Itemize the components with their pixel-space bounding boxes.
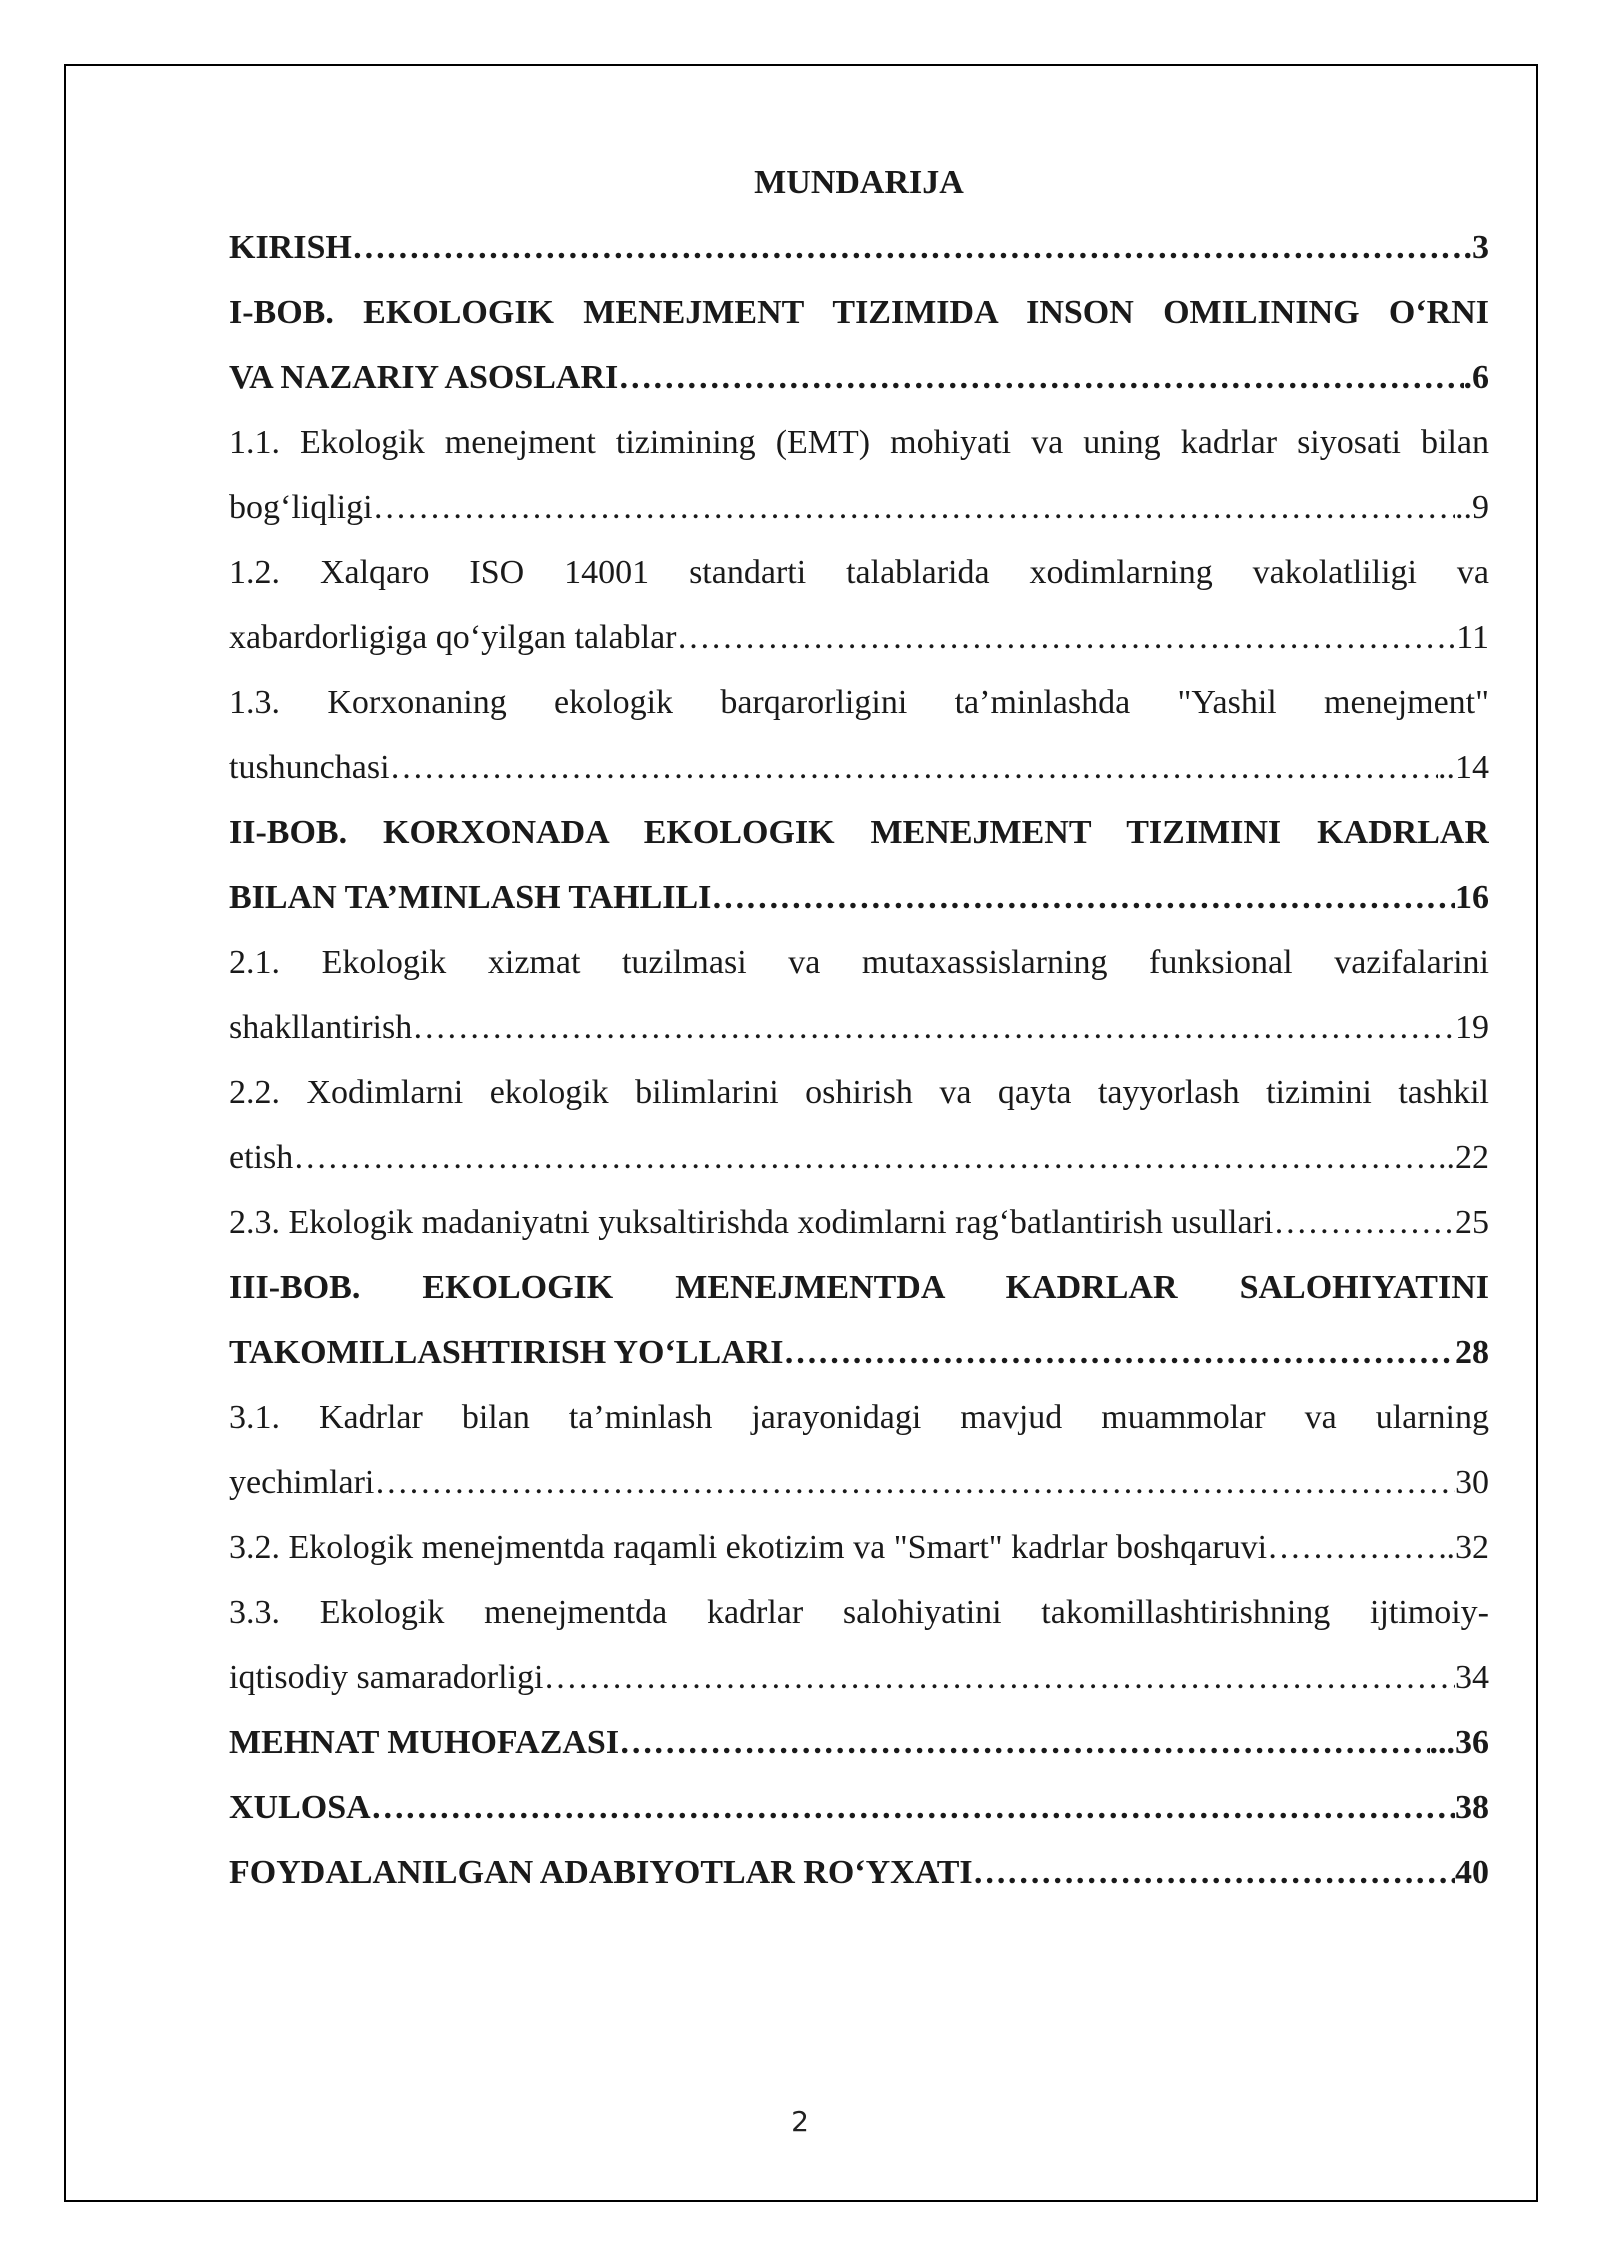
toc-page-number: .3 [1463, 229, 1489, 266]
toc-section-1-1[interactable] [229, 475, 1489, 540]
toc-entry-text: 3.2. Ekologik menejmentda raqamli ekotizim va "Smart" kadrlar boshqaruvi [229, 1529, 1268, 1566]
toc-page-number: ..22 [1438, 1139, 1489, 1176]
toc-section-2-2[interactable] [229, 1125, 1489, 1190]
toc-page-number: 40 [1455, 1854, 1489, 1891]
toc-page-number: ..14 [1438, 749, 1489, 786]
toc-chapter-1[interactable] [229, 345, 1489, 410]
toc-section-3-1[interactable] [229, 1450, 1489, 1515]
toc-page-number: ...36 [1429, 1724, 1489, 1761]
toc-entry-text: TAKOMILLASHTIRISH YO‘LLARI [229, 1334, 784, 1371]
toc-chapter-2-line1[interactable]: II-BOB. KORXONADA EKOLOGIK MENEJMENT TIZIMINI KADRLAR [229, 814, 1489, 851]
toc-entry-text: 2.3. Ekologik madaniyatni yuksaltirishda xodimlarni rag‘batlantirish usullari [229, 1204, 1274, 1241]
toc-leader-dots [371, 1775, 1455, 1840]
toc-chapter-1-line1[interactable]: I-BOB. EKOLOGIK MENEJMENT TIZIMIDA INSON OMILINING O‘RNI [229, 294, 1489, 331]
page-number: 2 [791, 2105, 809, 2138]
toc-entry-text: etish [229, 1139, 294, 1176]
toc-page-number: 28 [1455, 1334, 1489, 1371]
toc-entry-text: FOYDALANILGAN ADABIYOTLAR RO‘YXATI [229, 1854, 973, 1891]
toc-leader-dots [711, 865, 1455, 930]
toc-section-1-1-line1[interactable]: 1.1. Ekologik menejment tizimining (EMT) mohiyati va uning kadrlar siyosati bilan [229, 424, 1489, 461]
toc-section-3-1-line1[interactable]: 3.1. Kadrlar bilan ta’minlash jarayonidagi mavjud muammolar va ularning [229, 1399, 1489, 1436]
table-of-contents [229, 150, 1489, 1905]
toc-leader-dots [374, 1450, 1455, 1515]
toc-page-number: 30 [1455, 1464, 1489, 1501]
toc-entry-text: iqtisodiy samaradorligi [229, 1659, 544, 1696]
toc-leader-dots [1267, 1515, 1446, 1580]
toc-page-number: ..9 [1455, 489, 1489, 526]
toc-section-2-2-line1[interactable]: 2.2. Xodimlarni ekologik bilimlarini oshirish va qayta tayyorlash tizimini tashkil [229, 1074, 1489, 1111]
toc-title: MUNDARIJA [754, 164, 964, 201]
toc-section-3-2[interactable] [229, 1515, 1489, 1580]
toc-entry-text: KIRISH [229, 229, 352, 266]
toc-section-3-3[interactable] [229, 1645, 1489, 1710]
toc-entry-kirish[interactable] [229, 215, 1489, 280]
toc-chapter-3[interactable] [229, 1320, 1489, 1385]
toc-page-number: 34 [1455, 1659, 1489, 1696]
toc-leader-dots [619, 1710, 1429, 1775]
toc-page-number: .32 [1446, 1529, 1489, 1566]
toc-entry-text: bog‘liqligi [229, 489, 373, 526]
toc-leader-dots [390, 735, 1438, 800]
toc-page-number: 19 [1455, 1009, 1489, 1046]
toc-entry-text: yechimlari [229, 1464, 375, 1501]
toc-page-number: 16 [1455, 879, 1489, 916]
toc-leader-dots [973, 1840, 1455, 1905]
toc-entry-text: XULOSA [229, 1789, 371, 1826]
toc-chapter-2[interactable] [229, 865, 1489, 930]
toc-entry-text: MEHNAT MUHOFAZASI [229, 1724, 620, 1761]
toc-leader-dots [784, 1320, 1456, 1385]
toc-section-1-2-line1[interactable]: 1.2. Xalqaro ISO 14001 standarti talablarida xodimlarning vakolatliligi va [229, 554, 1489, 591]
toc-section-1-3[interactable] [229, 735, 1489, 800]
toc-entry-text: BILAN TA’MINLASH TAHLILI [229, 879, 712, 916]
toc-section-2-3[interactable] [229, 1190, 1489, 1255]
toc-section-2-1[interactable] [229, 995, 1489, 1060]
toc-page-number: 38 [1455, 1789, 1489, 1826]
toc-entry-text: shakllantirish [229, 1009, 413, 1046]
toc-leader-dots [412, 995, 1455, 1060]
toc-leader-dots [677, 605, 1448, 670]
toc-entry-xulosa[interactable] [229, 1775, 1489, 1840]
toc-leader-dots [373, 475, 1455, 540]
toc-entry-mehnat[interactable] [229, 1710, 1489, 1775]
toc-section-2-1-line1[interactable]: 2.1. Ekologik xizmat tuzilmasi va mutaxassislarning funksional vazifalarini [229, 944, 1489, 981]
toc-leader-dots [543, 1645, 1455, 1710]
toc-entry-text: tushunchasi [229, 749, 390, 786]
toc-section-3-3-line1[interactable]: 3.3. Ekologik menejmentda kadrlar salohiyatini takomillashtirishning ijtimoiy- [229, 1594, 1489, 1631]
toc-page-number: 25 [1455, 1204, 1489, 1241]
toc-section-1-3-line1[interactable]: 1.3. Korxonaning ekologik barqarorligini ta’minlashda "Yashil menejment" [229, 684, 1489, 721]
toc-page-number: .11 [1447, 619, 1489, 656]
toc-page-number: .6 [1463, 359, 1489, 396]
toc-leader-dots [352, 215, 1464, 280]
toc-chapter-3-line1[interactable]: III-BOB. EKOLOGIK MENEJMENTDA KADRLAR SALOHIYATINI [229, 1269, 1489, 1306]
toc-leader-dots [618, 345, 1463, 410]
toc-section-1-2[interactable] [229, 605, 1489, 670]
toc-leader-dots [293, 1125, 1438, 1190]
toc-leader-dots [1273, 1190, 1455, 1255]
toc-entry-text: VA NAZARIY ASOSLARI [229, 359, 619, 396]
toc-entry-adabiyotlar[interactable] [229, 1840, 1489, 1905]
toc-entry-text: xabardorligiga qo‘yilgan talablar [229, 619, 677, 656]
